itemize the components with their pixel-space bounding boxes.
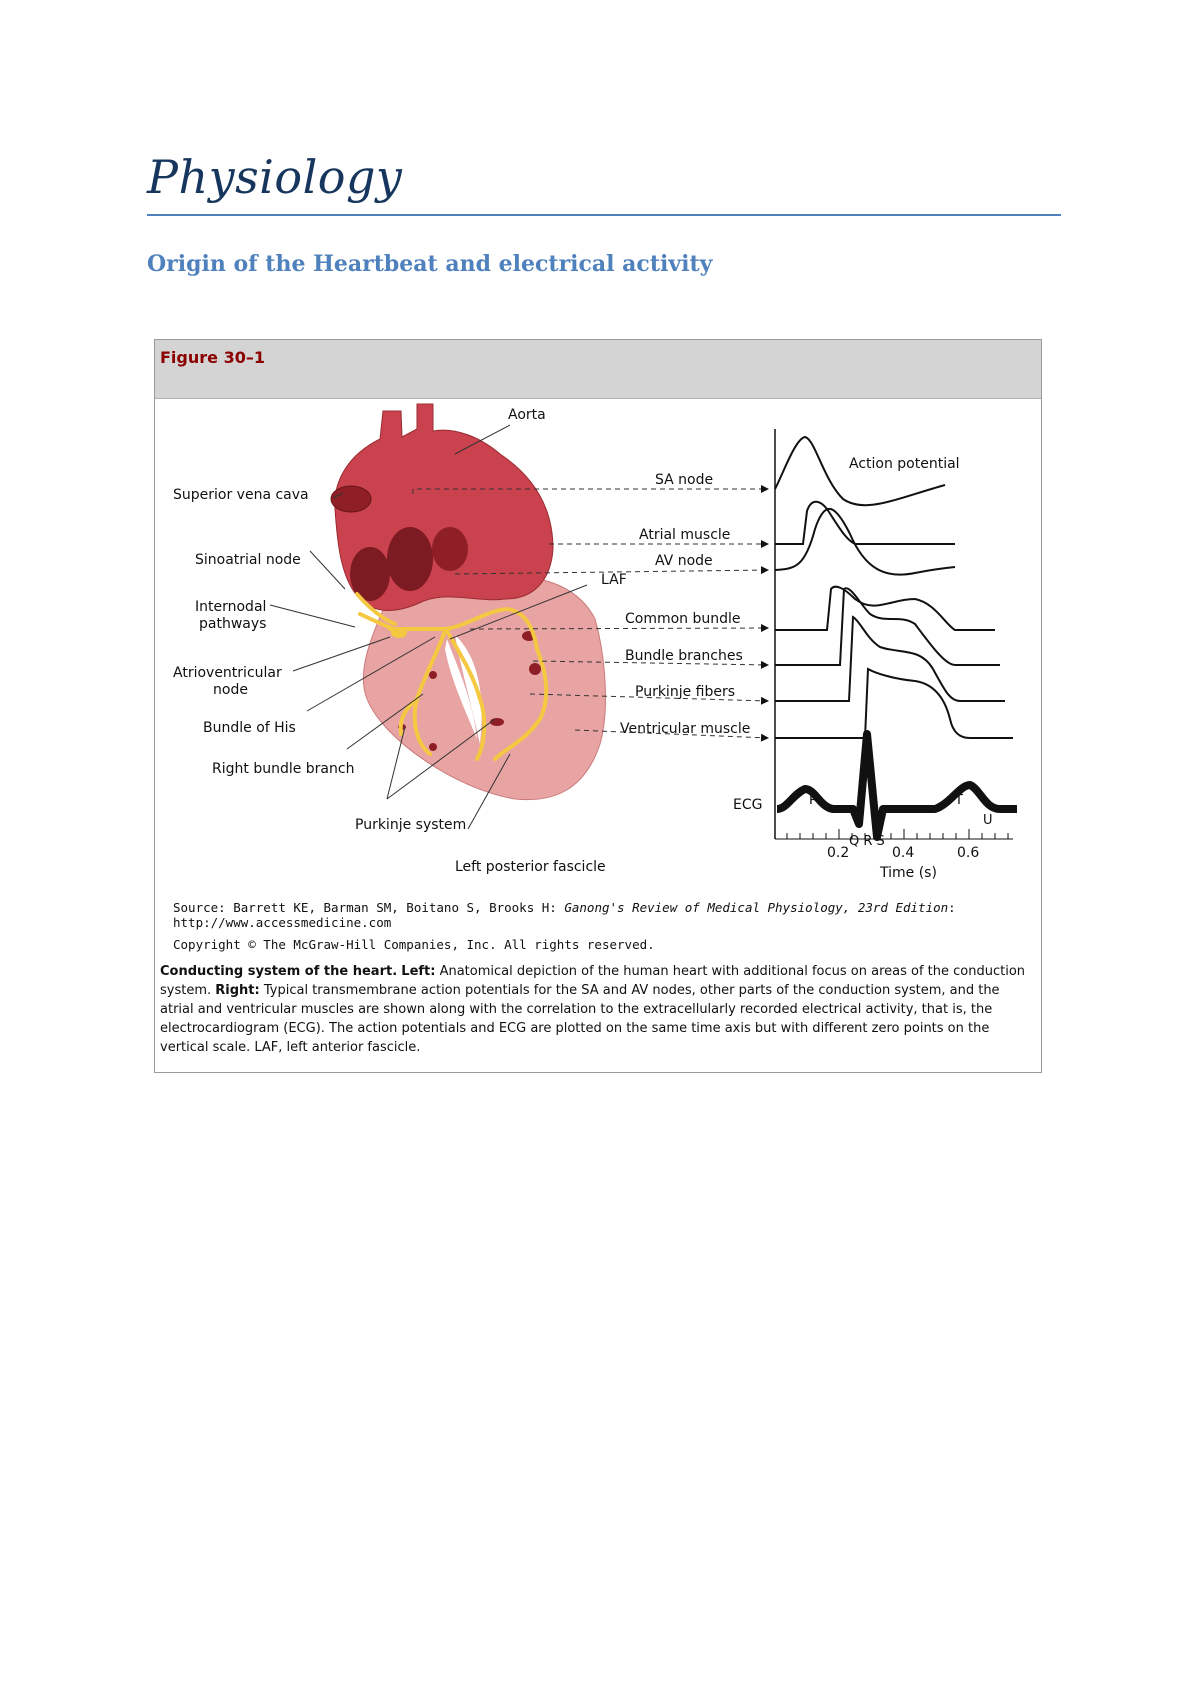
section-heading: Origin of the Heartbeat and electrical activity (147, 251, 713, 277)
label-purkinje-fibers: Purkinje fibers (635, 684, 736, 700)
ventricles (363, 577, 605, 800)
ecg-p-label: P (809, 793, 817, 808)
pulmonary-opening (432, 527, 468, 571)
label-av-node-2: node (213, 682, 248, 698)
time-axis (775, 829, 1013, 839)
superior-vena-cava (331, 486, 371, 512)
trace-av-node (775, 509, 955, 575)
trace-bundle-branches (775, 588, 1000, 665)
label-bundle-branches: Bundle branches (625, 648, 743, 664)
source-suffix: : http://www.accessmedicine.com (173, 900, 956, 930)
figure-header (155, 340, 1041, 399)
label-atrial-muscle: Atrial muscle (639, 527, 731, 543)
aortic-valve-opening (387, 527, 433, 591)
ecg-t-label: T (955, 793, 963, 808)
time-tick-0-4: 0.4 (892, 845, 915, 861)
trace-ventricular-muscle (775, 669, 1013, 738)
trace-atrial-muscle (775, 502, 955, 544)
time-axis-label: Time (s) (880, 865, 937, 881)
ecg-qrs-label: Q R S (849, 834, 885, 849)
figure-label: Figure 30–1 (160, 348, 265, 367)
caption-left-label: Left: (401, 964, 436, 979)
figure-source (173, 900, 1033, 930)
label-action-potential: Action potential (849, 456, 960, 472)
label-internodal-2: pathways (199, 616, 267, 632)
trace-common-bundle (775, 587, 995, 630)
label-left-posterior-fascicle: Left posterior fascicle (455, 859, 606, 875)
figure-panel (154, 339, 1042, 1073)
label-laf: LAF (601, 572, 627, 588)
caption-lead: Conducting system of the heart. (160, 964, 398, 979)
label-sa-node: SA node (655, 472, 714, 488)
label-common-bundle: Common bundle (625, 611, 741, 627)
caption-right-label: Right: (215, 983, 260, 998)
document-title: Physiology (147, 150, 403, 204)
figure-copyright: Copyright © The McGraw-Hill Companies, Inc. All rights reserved. (173, 937, 655, 952)
label-av-node-1: Atrioventricular (173, 665, 282, 681)
time-tick-0-2: 0.2 (827, 845, 850, 861)
action-potential-traces (775, 437, 1013, 738)
label-superior-vena-cava: Superior vena cava (173, 487, 309, 503)
caption-left-text: Anatomical depiction of the human heart with additional focus on areas of the conduction system. (160, 964, 1026, 998)
caption-right-text: Typical transmembrane action potentials for the SA and AV nodes, other parts of the conduction system, and the atrial and ventricular muscles are shown along with the correlation to the extracellularly recorded electrical activity, that is, the electrocardiogram (ECG). The action potentials and ECG are plotted on the same time axis but with different zero points on the vertical scale. LAF, left anterior fascicle. (160, 983, 1000, 1055)
figure-caption (160, 962, 1036, 1057)
label-sinoatrial-node: Sinoatrial node (195, 552, 301, 568)
source-prefix: Source: Barrett KE, Barman SM, Boitano S, Brooks H: (173, 900, 565, 915)
time-tick-0-6: 0.6 (957, 845, 980, 861)
label-ecg: ECG (733, 797, 763, 813)
source-book-title: Ganong's Review of Medical Physiology, 23rd Edition (564, 900, 949, 915)
label-right-bundle-branch: Right bundle branch (212, 761, 355, 777)
label-ventricular-muscle: Ventricular muscle (620, 721, 751, 737)
label-av-node: AV node (655, 553, 713, 569)
label-internodal-1: Internodal (195, 599, 267, 615)
title-rule (147, 214, 1061, 216)
ecg-trace (777, 734, 1017, 837)
conduction-figure (155, 399, 1041, 899)
label-purkinje-system: Purkinje system (355, 817, 467, 833)
label-bundle-of-his: Bundle of His (203, 720, 296, 736)
heart-illustration (331, 404, 605, 800)
label-aorta: Aorta (508, 407, 546, 423)
ecg-u-label: U (983, 813, 993, 828)
